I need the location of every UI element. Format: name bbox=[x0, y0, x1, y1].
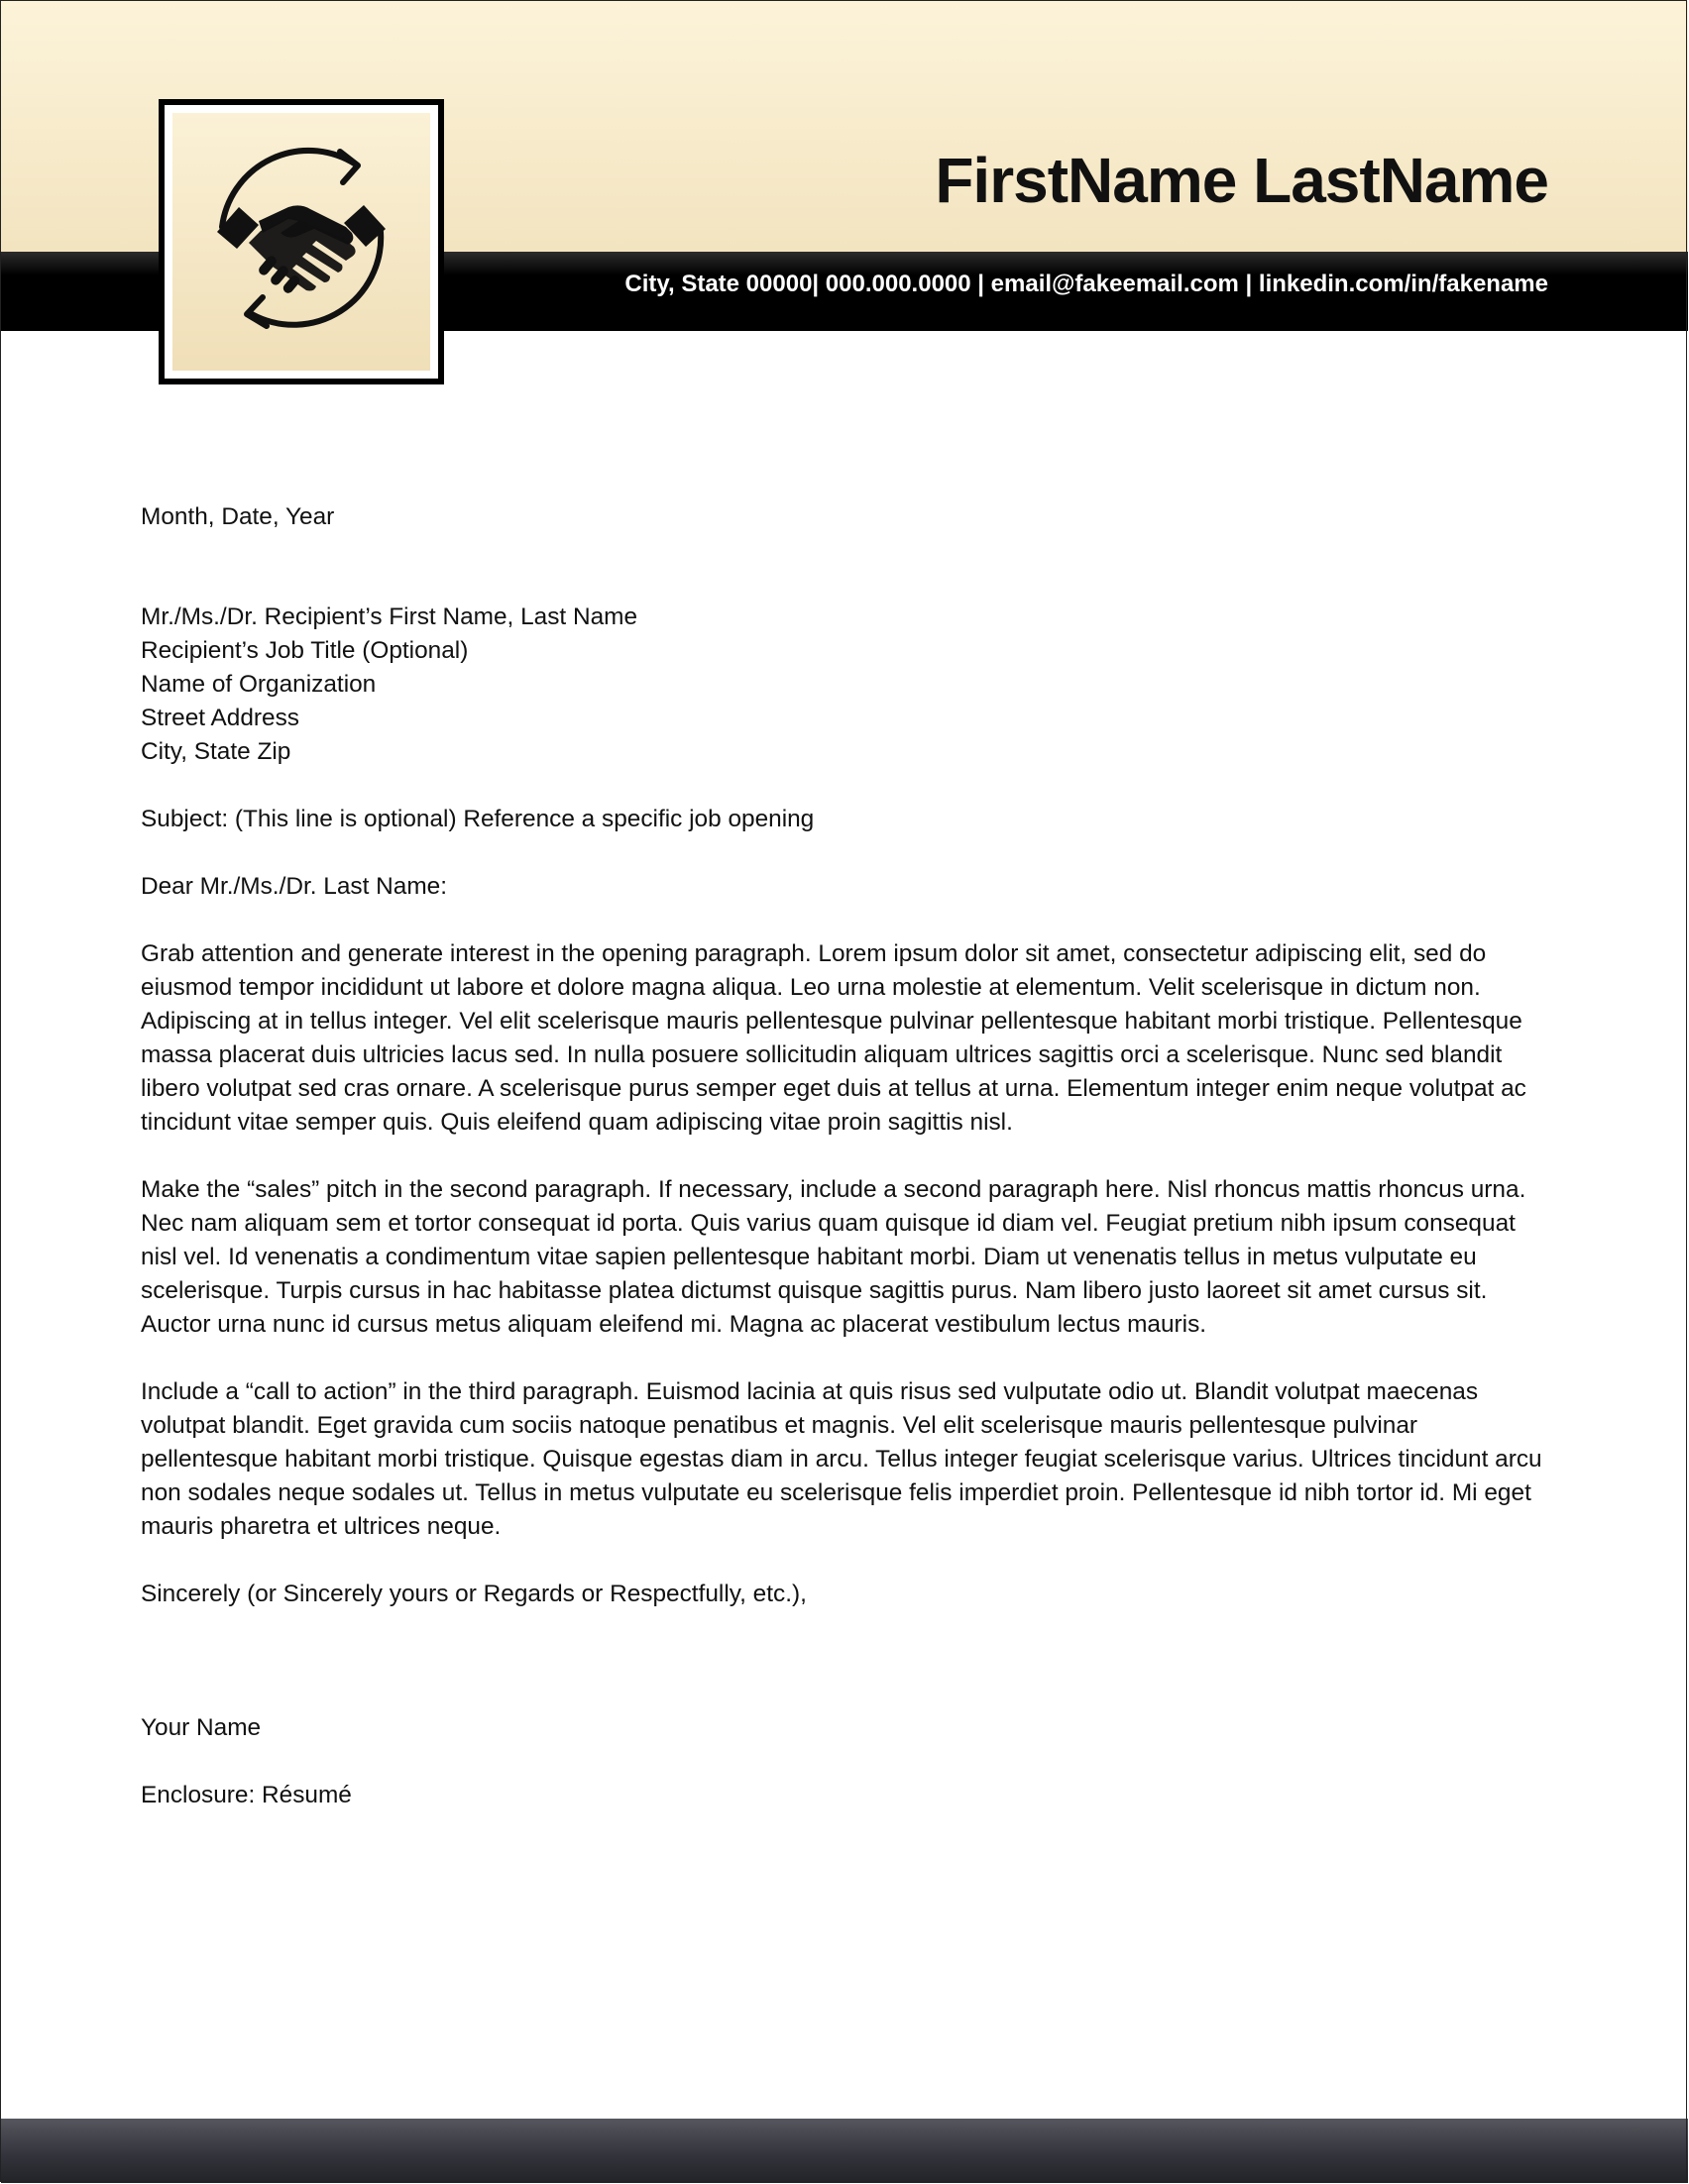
handshake-icon bbox=[197, 138, 405, 346]
call-to-action-paragraph: Include a “call to action” in the third paragraph. Euismod lacinia at quis risus sed vulputate odio ut. Blandit volutpat maecenas volutpat blandit. Eget gravida cum sociis natoque penatibus et magnis. Vel elit scelerisque mauris pellentesque pulvinar pellentesque habitant morbi tristique. Quisque egestas diam in arcu. Tellus integer feugiat scelerisque varius. Ultrices tincidunt arcu non sodales neque sodales ut. Tellus in metus vulputate eu scelerisque felis imperdiet proin. Pellentesque id nibh tortor id. Mi eget mauris pharetra et ultrices neque. bbox=[141, 1378, 1542, 1540]
salutation: Dear Mr./Ms./Dr. Last Name: bbox=[141, 873, 448, 900]
recipient-title: Recipient’s Job Title (Optional) bbox=[141, 637, 469, 664]
closing: Sincerely (or Sincerely yours or Regards or Respectfully, etc.), bbox=[141, 1581, 807, 1607]
subject-line: Subject: (This line is optional) Reference a specific job opening bbox=[141, 806, 815, 832]
sender-contact-info: City, State 00000| 000.000.0000 | email@fakeemail.com | linkedin.com/in/fakename bbox=[624, 271, 1548, 297]
recipient-city-state-zip: City, State Zip bbox=[141, 738, 291, 765]
letter-body bbox=[141, 500, 1548, 1812]
sender-name: FirstName LastName bbox=[935, 145, 1548, 216]
enclosure-line: Enclosure: Résumé bbox=[141, 1782, 352, 1808]
logo bbox=[159, 99, 444, 384]
sales-pitch-paragraph: Make the “sales” pitch in the second paragraph. If necessary, include a second paragraph here. Nisl rhoncus mattis rhoncus urna. Nec nam aliquam sem et tortor consequat id porta. Quis varius quam quisque id diam vel. Feugiat pretium nibh ipsum consequat nisl vel. Id venenatis a condimentum vitae sapien pellentesque habitant morbi. Diam ut venenatis tellus in metus vulputate eu scelerisque. Turpis cursus in hac habitasse platea dictumst quisque sagittis purus. Nam libero justo laoreet sit amet cursus sit. Auctor urna nunc id cursus metus aliquam eleifend mi. Magna ac placerat vestibulum lectus mauris. bbox=[141, 1176, 1526, 1338]
recipient-organization: Name of Organization bbox=[141, 671, 377, 698]
recipient-name: Mr./Ms./Dr. Recipient’s First Name, Last Name bbox=[141, 603, 638, 630]
signature-name: Your Name bbox=[141, 1714, 262, 1741]
recipient-street: Street Address bbox=[141, 705, 299, 731]
recipient-block bbox=[141, 601, 1548, 769]
logo-background bbox=[172, 113, 430, 371]
footer-bar bbox=[1, 2119, 1688, 2183]
opening-paragraph: Grab attention and generate interest in the opening paragraph. Lorem ipsum dolor sit amet, consectetur adipiscing elit, sed do eiusmod tempor incididunt ut labore et dolore magna aliqua. Leo urna molestie at elementum. Velit scelerisque in dictum non. Adipiscing at in tellus integer. Vel elit scelerisque mauris pellentesque pulvinar pellentesque habitant morbi tristique. Pellentesque massa placerat duis ultricies lacus sed. In nulla posuere sollicitudin aliquam ultrices sagittis orci a scelerisque. Nunc sed blandit libero volutpat sed cras ornare. A scelerisque purus semper eget duis at tellus at urna. Elementum integer enim neque volutpat ac tincidunt vitae semper quis. Quis eleifend quam adipiscing vitae proin sagittis nisl. bbox=[141, 940, 1526, 1136]
letter-date: Month, Date, Year bbox=[141, 503, 335, 530]
